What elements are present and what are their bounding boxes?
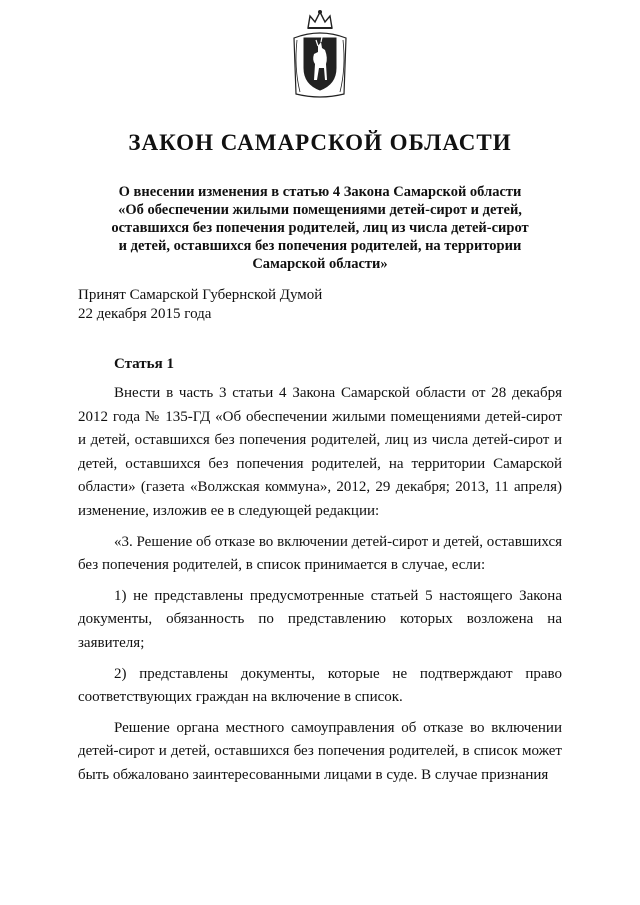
article-paragraph: Решение органа местного самоуправления об отказе во включении детей-сирот и детей, оставшихся без попечения родителей, в список может быть обжаловано заинтересованными лицами в суде. В случае признания: [78, 719, 562, 783]
adoption-date: 22 декабря 2015 года: [78, 306, 212, 322]
samara-coat-of-arms-icon: [288, 8, 352, 100]
subtitle-line: и детей, оставшихся без попечения родителей, на территории: [118, 238, 522, 254]
article-paragraph: Внести в часть 3 статьи 4 Закона Самарской области от 28 декабря 2012 года № 135-ГД «Об обеспечении жилыми помещениями детей-сирот и детей, оставшихся без попечения родителей, лиц из числа детей-сирот и детей, оставшихся без попечения родителей, на территории Самарской области» (газета «Волжская коммуна», 2012, 29 декабря; 2013, 11 апреля) изменение, изложив ее в следующей редакции:: [78, 385, 562, 519]
law-subtitle: [100, 183, 540, 273]
subtitle-line: оставшихся без попечения родителей, лиц из числа детей-сирот: [111, 220, 529, 236]
article-body: [78, 382, 562, 795]
subtitle-line: Самарской области»: [252, 256, 388, 272]
article-paragraph: 1) не представлены предусмотренные статьей 5 настоящего Закона документы, обязанность по представлению которых возложена на заявителя;: [78, 587, 562, 651]
article-heading: Статья 1: [114, 356, 174, 372]
subtitle-line: «Об обеспечении жилыми помещениями детей-сирот и детей,: [118, 202, 522, 218]
adoption-note: [78, 286, 322, 324]
law-title: ЗАКОН САМАРСКОЙ ОБЛАСТИ: [128, 130, 512, 155]
subtitle-line: О внесении изменения в статью 4 Закона Самарской области: [118, 184, 522, 200]
article-paragraph: 2) представлены документы, которые не подтверждают право соответствующих граждан на включение в список.: [78, 665, 562, 706]
adoption-body: Принят Самарской Губернской Думой: [78, 287, 323, 303]
article-paragraph: «3. Решение об отказе во включении детей-сирот и детей, оставшихся без попечения родителей, в список принимается в случае, если:: [78, 533, 562, 574]
